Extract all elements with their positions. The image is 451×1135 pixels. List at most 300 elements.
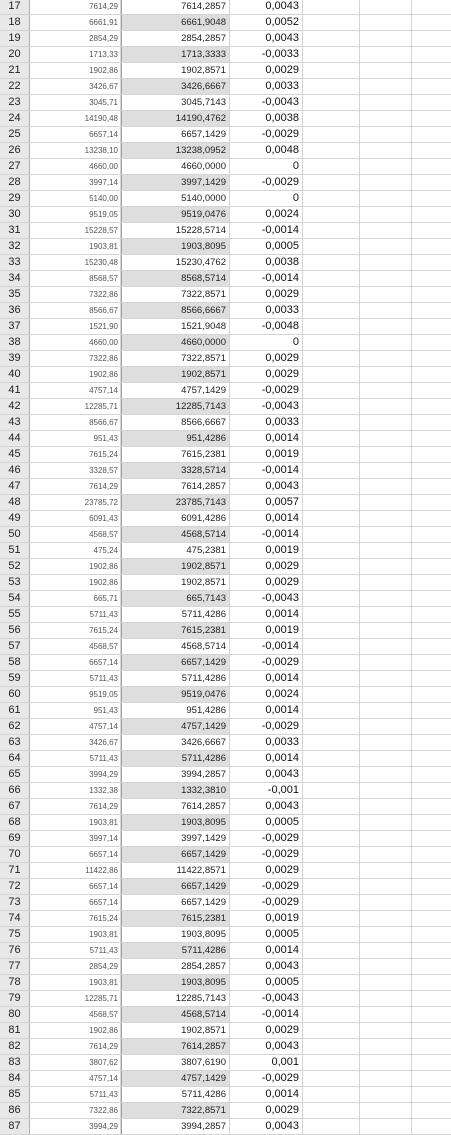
cell-col-c[interactable]: -0,0029 [230,895,303,910]
cell-empty[interactable] [303,1103,360,1118]
row-header[interactable]: 71 [0,863,30,878]
cell-col-b[interactable]: 6091,4286 [121,511,230,526]
cell-col-b[interactable]: 6657,1429 [121,847,230,862]
cell-empty[interactable] [412,1007,451,1022]
row-header[interactable]: 59 [0,671,30,686]
cell-empty[interactable] [360,831,412,846]
cell-empty[interactable] [360,943,412,958]
cell-empty[interactable] [412,1039,451,1054]
row-header[interactable]: 63 [0,735,30,750]
row-header[interactable]: 32 [0,239,30,254]
cell-col-b[interactable]: 7614,2857 [121,479,230,494]
cell-col-a[interactable]: 5711,43 [30,671,121,686]
cell-col-b[interactable]: 3426,6667 [121,79,230,94]
row-header[interactable]: 50 [0,527,30,542]
cell-col-b[interactable]: 1902,8571 [121,1023,230,1038]
cell-empty[interactable] [360,799,412,814]
row-header[interactable]: 72 [0,879,30,894]
cell-empty[interactable] [412,591,451,606]
cell-empty[interactable] [412,687,451,702]
cell-empty[interactable] [360,431,412,446]
cell-empty[interactable] [303,351,360,366]
cell-col-c[interactable]: 0,0029 [230,351,303,366]
cell-col-b[interactable]: 475,2381 [121,543,230,558]
cell-empty[interactable] [303,671,360,686]
cell-empty[interactable] [412,1055,451,1070]
row-header[interactable]: 21 [0,63,30,78]
cell-empty[interactable] [412,479,451,494]
cell-empty[interactable] [303,607,360,622]
cell-empty[interactable] [412,207,451,222]
cell-empty[interactable] [360,719,412,734]
row-header[interactable]: 64 [0,751,30,766]
cell-col-a[interactable]: 7614,29 [30,1039,121,1054]
cell-empty[interactable] [360,47,412,62]
row-header[interactable]: 84 [0,1071,30,1086]
cell-col-c[interactable]: -0,0043 [230,95,303,110]
cell-col-c[interactable]: 0,0043 [230,1119,303,1134]
cell-col-a[interactable]: 3045,71 [30,95,121,110]
cell-empty[interactable] [303,431,360,446]
row-header[interactable]: 28 [0,175,30,190]
cell-col-c[interactable]: 0,0043 [230,959,303,974]
cell-col-b[interactable]: 12285,7143 [121,991,230,1006]
cell-empty[interactable] [360,1039,412,1054]
cell-empty[interactable] [412,847,451,862]
cell-col-c[interactable]: -0,0029 [230,719,303,734]
cell-empty[interactable] [360,863,412,878]
cell-empty[interactable] [412,543,451,558]
cell-col-b[interactable]: 1903,8095 [121,927,230,942]
cell-empty[interactable] [412,511,451,526]
cell-col-c[interactable]: 0,0019 [230,623,303,638]
cell-empty[interactable] [360,639,412,654]
cell-col-a[interactable]: 4660,00 [30,335,121,350]
cell-col-a[interactable]: 475,24 [30,543,121,558]
cell-col-a[interactable]: 3807,62 [30,1055,121,1070]
cell-col-c[interactable]: 0,0005 [230,815,303,830]
cell-col-c[interactable]: 0,0014 [230,943,303,958]
row-header[interactable]: 56 [0,623,30,638]
cell-col-a[interactable]: 14190,48 [30,111,121,126]
cell-col-c[interactable]: 0,0038 [230,111,303,126]
cell-col-b[interactable]: 7614,2857 [121,799,230,814]
cell-empty[interactable] [360,239,412,254]
cell-col-c[interactable]: -0,0014 [230,463,303,478]
cell-empty[interactable] [303,1039,360,1054]
cell-col-b[interactable]: 4757,1429 [121,719,230,734]
cell-empty[interactable] [303,879,360,894]
cell-empty[interactable] [412,431,451,446]
cell-col-c[interactable]: -0,0029 [230,847,303,862]
cell-empty[interactable] [412,815,451,830]
cell-col-b[interactable]: 7614,2857 [121,1039,230,1054]
cell-col-b[interactable]: 7615,2381 [121,623,230,638]
cell-empty[interactable] [412,335,451,350]
row-header[interactable]: 41 [0,383,30,398]
cell-col-c[interactable]: 0,0043 [230,799,303,814]
cell-col-a[interactable]: 7615,24 [30,623,121,638]
cell-empty[interactable] [303,1007,360,1022]
row-header[interactable]: 17 [0,0,30,14]
cell-col-b[interactable]: 12285,7143 [121,399,230,414]
cell-col-c[interactable]: 0,0057 [230,495,303,510]
cell-col-b[interactable]: 1332,3810 [121,783,230,798]
cell-col-b[interactable]: 3997,1429 [121,831,230,846]
cell-empty[interactable] [303,511,360,526]
cell-empty[interactable] [303,399,360,414]
cell-col-b[interactable]: 7322,8571 [121,351,230,366]
cell-empty[interactable] [412,943,451,958]
cell-col-c[interactable]: -0,0029 [230,175,303,190]
cell-empty[interactable] [360,975,412,990]
row-header[interactable]: 61 [0,703,30,718]
cell-empty[interactable] [303,0,360,14]
cell-col-c[interactable]: 0,0033 [230,79,303,94]
cell-col-c[interactable]: -0,0029 [230,831,303,846]
cell-empty[interactable] [303,1023,360,1038]
cell-col-a[interactable]: 4757,14 [30,383,121,398]
cell-empty[interactable] [303,447,360,462]
cell-empty[interactable] [412,783,451,798]
cell-col-a[interactable]: 3328,57 [30,463,121,478]
cell-col-a[interactable]: 6661,91 [30,15,121,30]
cell-empty[interactable] [412,159,451,174]
row-header[interactable]: 83 [0,1055,30,1070]
cell-col-a[interactable]: 4568,57 [30,1007,121,1022]
cell-col-b[interactable]: 951,4286 [121,431,230,446]
cell-col-c[interactable]: 0 [230,191,303,206]
cell-empty[interactable] [303,223,360,238]
cell-empty[interactable] [360,143,412,158]
cell-col-c[interactable]: 0,0014 [230,511,303,526]
cell-col-a[interactable]: 1902,86 [30,63,121,78]
cell-col-a[interactable]: 6657,14 [30,895,121,910]
cell-empty[interactable] [412,15,451,30]
row-header[interactable]: 73 [0,895,30,910]
row-header[interactable]: 81 [0,1023,30,1038]
cell-empty[interactable] [360,527,412,542]
cell-col-c[interactable]: 0,001 [230,1055,303,1070]
cell-col-b[interactable]: 3328,5714 [121,463,230,478]
cell-empty[interactable] [412,831,451,846]
cell-col-a[interactable]: 1332,38 [30,783,121,798]
cell-col-a[interactable]: 2854,29 [30,31,121,46]
cell-col-b[interactable]: 5711,4286 [121,943,230,958]
cell-col-c[interactable]: -0,0029 [230,655,303,670]
cell-col-b[interactable]: 951,4286 [121,703,230,718]
row-header[interactable]: 53 [0,575,30,590]
row-header[interactable]: 69 [0,831,30,846]
cell-col-a[interactable]: 5711,43 [30,607,121,622]
cell-empty[interactable] [412,1103,451,1118]
cell-col-b[interactable]: 6661,9048 [121,15,230,30]
row-header[interactable]: 40 [0,367,30,382]
cell-empty[interactable] [412,271,451,286]
cell-col-a[interactable]: 7615,24 [30,447,121,462]
cell-empty[interactable] [412,911,451,926]
cell-empty[interactable] [303,639,360,654]
row-header[interactable]: 23 [0,95,30,110]
cell-col-a[interactable]: 6657,14 [30,127,121,142]
cell-col-b[interactable]: 5140,0000 [121,191,230,206]
row-header[interactable]: 44 [0,431,30,446]
cell-empty[interactable] [412,495,451,510]
cell-empty[interactable] [303,991,360,1006]
cell-empty[interactable] [412,447,451,462]
cell-col-b[interactable]: 1713,3333 [121,47,230,62]
cell-empty[interactable] [360,623,412,638]
cell-empty[interactable] [412,639,451,654]
cell-col-b[interactable]: 1902,8571 [121,367,230,382]
cell-empty[interactable] [303,383,360,398]
cell-col-b[interactable]: 9519,0476 [121,687,230,702]
cell-col-a[interactable]: 951,43 [30,431,121,446]
cell-empty[interactable] [360,31,412,46]
cell-empty[interactable] [303,415,360,430]
cell-col-c[interactable]: 0,0019 [230,911,303,926]
cell-empty[interactable] [303,703,360,718]
row-header[interactable]: 55 [0,607,30,622]
cell-col-a[interactable]: 1902,86 [30,575,121,590]
cell-col-b[interactable]: 3997,1429 [121,175,230,190]
cell-col-c[interactable]: -0,0029 [230,383,303,398]
cell-col-a[interactable]: 6657,14 [30,879,121,894]
cell-col-a[interactable]: 1903,81 [30,239,121,254]
cell-empty[interactable] [412,351,451,366]
cell-col-c[interactable]: -0,0014 [230,639,303,654]
row-header[interactable]: 62 [0,719,30,734]
cell-empty[interactable] [412,63,451,78]
cell-col-c[interactable]: 0,0038 [230,255,303,270]
row-header[interactable]: 18 [0,15,30,30]
row-header[interactable]: 26 [0,143,30,158]
row-header[interactable]: 34 [0,271,30,286]
cell-empty[interactable] [303,143,360,158]
cell-col-b[interactable]: 8566,6667 [121,415,230,430]
cell-empty[interactable] [360,255,412,270]
cell-col-c[interactable]: 0,0033 [230,735,303,750]
cell-empty[interactable] [412,463,451,478]
cell-empty[interactable] [360,287,412,302]
cell-col-c[interactable]: -0,0029 [230,879,303,894]
cell-empty[interactable] [360,463,412,478]
cell-col-b[interactable]: 1903,8095 [121,815,230,830]
cell-col-c[interactable]: -0,0014 [230,223,303,238]
row-header[interactable]: 52 [0,559,30,574]
cell-col-c[interactable]: 0,0043 [230,1039,303,1054]
cell-empty[interactable] [303,175,360,190]
cell-col-c[interactable]: 0,0019 [230,543,303,558]
cell-col-a[interactable]: 3997,14 [30,175,121,190]
cell-col-b[interactable]: 23785,7143 [121,495,230,510]
cell-empty[interactable] [412,95,451,110]
cell-col-a[interactable]: 5711,43 [30,1087,121,1102]
cell-col-b[interactable]: 4568,5714 [121,639,230,654]
cell-col-a[interactable]: 3997,14 [30,831,121,846]
row-header[interactable]: 58 [0,655,30,670]
cell-col-c[interactable]: 0,0043 [230,479,303,494]
cell-col-b[interactable]: 4757,1429 [121,1071,230,1086]
row-header[interactable]: 36 [0,303,30,318]
cell-empty[interactable] [412,895,451,910]
cell-col-c[interactable]: 0,0005 [230,927,303,942]
cell-empty[interactable] [360,0,412,14]
cell-empty[interactable] [412,31,451,46]
cell-col-a[interactable]: 951,43 [30,703,121,718]
row-header[interactable]: 65 [0,767,30,782]
cell-col-c[interactable]: -0,0014 [230,1007,303,1022]
cell-col-b[interactable]: 3807,6190 [121,1055,230,1070]
cell-empty[interactable] [412,719,451,734]
cell-empty[interactable] [412,607,451,622]
row-header[interactable]: 66 [0,783,30,798]
row-header[interactable]: 75 [0,927,30,942]
cell-empty[interactable] [412,527,451,542]
cell-col-c[interactable]: -0,0043 [230,991,303,1006]
cell-empty[interactable] [360,991,412,1006]
cell-col-b[interactable]: 1903,8095 [121,975,230,990]
cell-col-c[interactable]: 0,0029 [230,575,303,590]
row-header[interactable]: 39 [0,351,30,366]
cell-col-a[interactable]: 7322,86 [30,287,121,302]
cell-empty[interactable] [303,943,360,958]
cell-col-c[interactable]: 0,0033 [230,415,303,430]
cell-col-a[interactable]: 1903,81 [30,815,121,830]
cell-empty[interactable] [303,63,360,78]
cell-empty[interactable] [360,671,412,686]
cell-col-b[interactable]: 13238,0952 [121,143,230,158]
cell-empty[interactable] [360,63,412,78]
cell-col-a[interactable]: 15228,57 [30,223,121,238]
cell-empty[interactable] [360,159,412,174]
cell-col-a[interactable]: 4757,14 [30,719,121,734]
row-header[interactable]: 74 [0,911,30,926]
row-header[interactable]: 76 [0,943,30,958]
cell-col-b[interactable]: 6657,1429 [121,879,230,894]
cell-empty[interactable] [360,271,412,286]
cell-empty[interactable] [412,255,451,270]
cell-empty[interactable] [360,447,412,462]
cell-empty[interactable] [360,367,412,382]
cell-empty[interactable] [360,543,412,558]
cell-empty[interactable] [303,815,360,830]
cell-col-c[interactable]: 0,0029 [230,1023,303,1038]
cell-empty[interactable] [412,239,451,254]
cell-empty[interactable] [303,319,360,334]
cell-empty[interactable] [412,671,451,686]
cell-empty[interactable] [412,127,451,142]
cell-col-a[interactable]: 12285,71 [30,991,121,1006]
cell-col-a[interactable]: 7615,24 [30,911,121,926]
cell-empty[interactable] [360,175,412,190]
cell-empty[interactable] [360,95,412,110]
cell-col-a[interactable]: 7322,86 [30,1103,121,1118]
cell-empty[interactable] [360,815,412,830]
row-header[interactable]: 30 [0,207,30,222]
cell-col-a[interactable]: 3426,67 [30,735,121,750]
cell-col-a[interactable]: 2854,29 [30,959,121,974]
cell-empty[interactable] [360,655,412,670]
cell-empty[interactable] [412,1071,451,1086]
cell-empty[interactable] [360,591,412,606]
cell-empty[interactable] [360,895,412,910]
cell-col-a[interactable]: 3994,29 [30,767,121,782]
row-header[interactable]: 67 [0,799,30,814]
cell-empty[interactable] [303,127,360,142]
cell-col-b[interactable]: 4660,0000 [121,335,230,350]
cell-empty[interactable] [360,511,412,526]
cell-col-c[interactable]: 0,0005 [230,975,303,990]
cell-col-c[interactable]: -0,0048 [230,319,303,334]
cell-col-b[interactable]: 11422,8571 [121,863,230,878]
cell-empty[interactable] [360,559,412,574]
cell-empty[interactable] [303,847,360,862]
cell-col-a[interactable]: 15230,48 [30,255,121,270]
cell-col-a[interactable]: 4757,14 [30,1071,121,1086]
cell-col-c[interactable]: 0,0014 [230,751,303,766]
cell-empty[interactable] [412,863,451,878]
cell-empty[interactable] [412,975,451,990]
cell-col-b[interactable]: 5711,4286 [121,1087,230,1102]
cell-col-c[interactable]: 0,0043 [230,767,303,782]
cell-col-b[interactable]: 7615,2381 [121,447,230,462]
cell-empty[interactable] [303,47,360,62]
cell-col-c[interactable]: 0 [230,159,303,174]
cell-col-a[interactable]: 4568,57 [30,639,121,654]
cell-empty[interactable] [412,47,451,62]
cell-col-b[interactable]: 8566,6667 [121,303,230,318]
cell-empty[interactable] [303,591,360,606]
cell-empty[interactable] [303,1055,360,1070]
row-header[interactable]: 54 [0,591,30,606]
cell-empty[interactable] [360,575,412,590]
cell-empty[interactable] [412,319,451,334]
cell-col-c[interactable]: 0,0014 [230,703,303,718]
cell-empty[interactable] [412,879,451,894]
cell-empty[interactable] [412,175,451,190]
cell-empty[interactable] [412,623,451,638]
cell-empty[interactable] [360,207,412,222]
row-header[interactable]: 35 [0,287,30,302]
cell-empty[interactable] [303,95,360,110]
row-header[interactable]: 82 [0,1039,30,1054]
cell-empty[interactable] [412,415,451,430]
cell-empty[interactable] [412,287,451,302]
cell-col-a[interactable]: 6657,14 [30,847,121,862]
cell-empty[interactable] [303,191,360,206]
cell-col-b[interactable]: 7614,2857 [121,0,230,14]
cell-col-a[interactable]: 1903,81 [30,927,121,942]
cell-col-c[interactable]: -0,0033 [230,47,303,62]
cell-empty[interactable] [303,255,360,270]
cell-col-a[interactable]: 3426,67 [30,79,121,94]
cell-col-a[interactable]: 5711,43 [30,751,121,766]
cell-empty[interactable] [303,239,360,254]
cell-col-a[interactable]: 3994,29 [30,1119,121,1134]
row-header[interactable]: 86 [0,1103,30,1118]
cell-empty[interactable] [360,351,412,366]
cell-empty[interactable] [303,543,360,558]
cell-empty[interactable] [412,1087,451,1102]
cell-empty[interactable] [412,959,451,974]
cell-col-b[interactable]: 5711,4286 [121,671,230,686]
cell-col-a[interactable]: 8568,57 [30,271,121,286]
cell-empty[interactable] [303,463,360,478]
cell-col-a[interactable]: 4568,57 [30,527,121,542]
row-header[interactable]: 24 [0,111,30,126]
cell-empty[interactable] [360,927,412,942]
